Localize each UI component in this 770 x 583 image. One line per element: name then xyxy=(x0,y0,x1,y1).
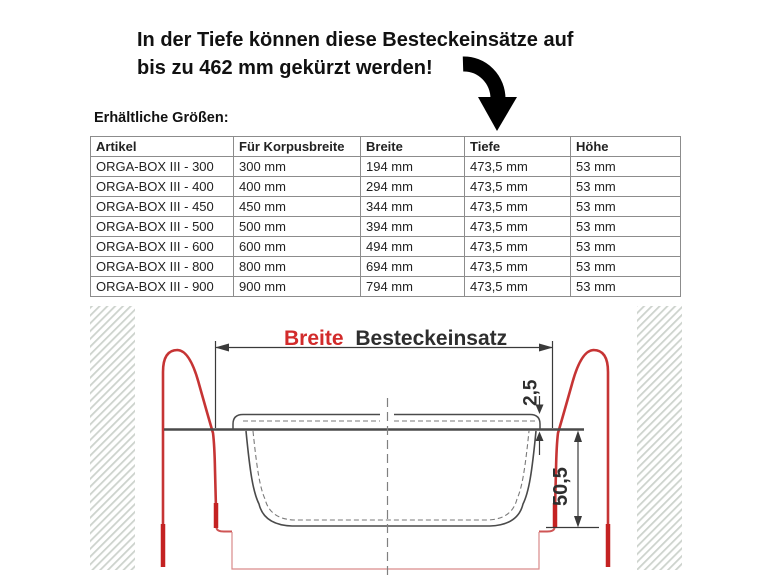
sizes-table-label: Erhältliche Größen: xyxy=(94,110,229,126)
col-header-artikel: Artikel xyxy=(91,137,234,157)
heading-line-1: In der Tiefe können diese Besteckeinsätze auf xyxy=(137,29,574,51)
col-header-tiefe: Tiefe xyxy=(465,137,571,157)
drawer-bottom-outline xyxy=(232,532,539,569)
table-cell: 500 mm xyxy=(234,217,361,237)
col-header-hoehe: Höhe xyxy=(571,137,681,157)
table-cell: 473,5 mm xyxy=(465,257,571,277)
table-cell: 473,5 mm xyxy=(465,177,571,197)
technical-drawing xyxy=(85,300,685,578)
wall-hatch-left xyxy=(90,306,135,570)
table-cell: 53 mm xyxy=(571,237,681,257)
page-heading xyxy=(137,26,637,82)
table-cell: 294 mm xyxy=(361,177,465,197)
curved-down-arrow-icon xyxy=(450,56,540,138)
table-cell: 53 mm xyxy=(571,197,681,217)
table-cell: 400 mm xyxy=(234,177,361,197)
table-cell: 300 mm xyxy=(234,157,361,177)
col-header-breite: Breite xyxy=(361,137,465,157)
table-cell: ORGA-BOX III - 400 xyxy=(91,177,234,197)
table-cell: ORGA-BOX III - 600 xyxy=(91,237,234,257)
table-cell: 900 mm xyxy=(234,277,361,297)
table-cell: 473,5 mm xyxy=(465,157,571,177)
heading-line-2: bis zu 462 mm gekürzt werden! xyxy=(137,57,433,79)
table-cell: 473,5 mm xyxy=(465,197,571,217)
table-cell: 473,5 mm xyxy=(465,217,571,237)
drawer-profile-right xyxy=(539,350,608,567)
table-row xyxy=(91,277,681,297)
tray-rim xyxy=(233,415,540,430)
table-cell: ORGA-BOX III - 300 xyxy=(91,157,234,177)
table-cell: ORGA-BOX III - 800 xyxy=(91,257,234,277)
table-cell: 53 mm xyxy=(571,217,681,237)
table-cell: 473,5 mm xyxy=(465,277,571,297)
table-cell: 394 mm xyxy=(361,217,465,237)
table-cell: 194 mm xyxy=(361,157,465,177)
table-cell: 53 mm xyxy=(571,177,681,197)
table-row xyxy=(91,237,681,257)
table-cell: 800 mm xyxy=(234,257,361,277)
tray-body xyxy=(246,431,536,526)
wall-hatch-right xyxy=(637,306,682,570)
table-row xyxy=(91,177,681,197)
table-cell: 53 mm xyxy=(571,257,681,277)
table-row xyxy=(91,257,681,277)
table-cell: ORGA-BOX III - 500 xyxy=(91,217,234,237)
table-header-row xyxy=(91,137,681,157)
table-cell: 344 mm xyxy=(361,197,465,217)
table-cell: 794 mm xyxy=(361,277,465,297)
diagram-title-besteckeinsatz: Besteckeinsatz xyxy=(355,327,508,350)
table-row xyxy=(91,217,681,237)
table-cell: 600 mm xyxy=(234,237,361,257)
table-cell: 494 mm xyxy=(361,237,465,257)
col-header-korpusbreite: Für Korpusbreite xyxy=(234,137,361,157)
table-cell: 473,5 mm xyxy=(465,237,571,257)
table-cell: 53 mm xyxy=(571,277,681,297)
table-cell: ORGA-BOX III - 450 xyxy=(91,197,234,217)
table-cell: 53 mm xyxy=(571,157,681,177)
diagram-title xyxy=(284,327,507,350)
inner-depth-dimension-label: 50,5 xyxy=(550,467,572,506)
table-row xyxy=(91,197,681,217)
rim-height-dimension-label: 2,5 xyxy=(520,379,542,406)
diagram-title-breite: Breite xyxy=(284,327,344,350)
table-cell: 450 mm xyxy=(234,197,361,217)
table-row xyxy=(91,157,681,177)
sizes-table-body xyxy=(91,157,681,297)
table-cell: 694 mm xyxy=(361,257,465,277)
drawer-profile-left xyxy=(163,350,232,567)
table-cell: ORGA-BOX III - 900 xyxy=(91,277,234,297)
sizes-table xyxy=(90,136,681,297)
